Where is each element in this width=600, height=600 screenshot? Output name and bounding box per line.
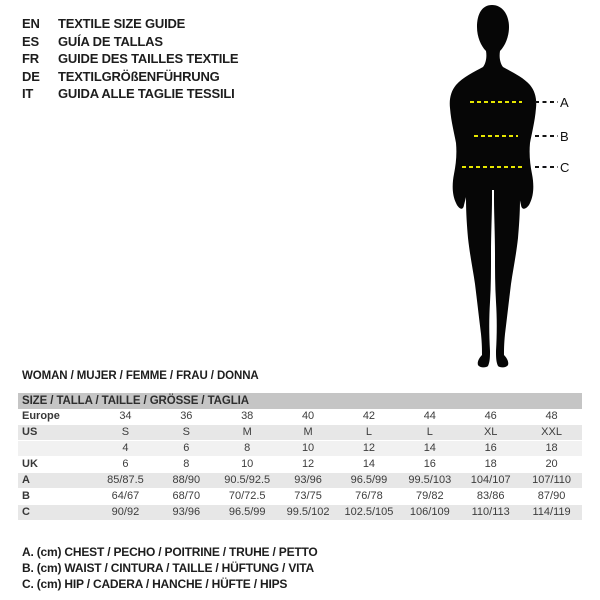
size-cell: 8 [183,458,190,470]
table-row [18,425,582,441]
size-cell: 68/70 [172,490,201,502]
size-cell: 20 [545,458,558,470]
table-row [18,441,582,457]
size-cell: 87/90 [537,490,566,502]
language-code: ES [22,33,39,49]
table-row [18,457,582,473]
size-cell: S [182,426,190,438]
size-cell: S [121,426,130,438]
size-cell: 40 [301,410,315,422]
row-label: UK [22,458,38,470]
size-cell: M [303,426,313,438]
size-cell: 16 [423,458,436,470]
size-cell: 102.5/105 [344,506,394,518]
language-title: TEXTILE SIZE GUIDE [58,16,186,32]
size-cell: 36 [180,410,193,422]
language-row [22,85,238,103]
size-cell: 93/96 [294,474,322,486]
size-cell: 18 [484,458,497,470]
size-cell: XXL [541,426,562,438]
language-row [22,15,238,33]
size-cell: 106/109 [409,506,450,518]
size-cell: L [365,426,372,438]
size-cell: 93/96 [172,506,201,518]
row-label: A [22,474,30,486]
size-cell: 48 [545,410,558,422]
measure-label-waist: B [560,129,569,144]
size-cell: 90/92 [111,506,140,518]
size-table [18,393,582,521]
measurement-legend [22,544,318,592]
language-row [22,50,238,68]
language-code: DE [22,68,40,84]
measure-label-chest: A [560,95,569,110]
size-cell: 4 [122,442,129,454]
language-title: GUIDA ALLE TAGLIE TESSILI [58,86,235,102]
size-cell: M [242,426,252,438]
size-cell: 64/67 [111,490,140,502]
legend-line: B. (cm) WAIST / CINTURA / TAILLE / HÜFTUNG / VITA [22,561,314,575]
size-cell: 14 [423,442,436,454]
size-cell: 10 [301,442,315,454]
size-cell: 99.5/102 [286,506,330,518]
size-cell: 6 [122,458,129,470]
woman-silhouette [450,5,537,367]
language-list [22,15,238,103]
row-label: B [22,490,30,502]
language-code: EN [22,16,40,32]
language-code: IT [22,86,34,102]
size-cell: 96.5/99 [350,474,388,486]
size-cell: 70/72.5 [228,490,266,502]
size-cell: 79/82 [416,490,444,502]
table-row [18,489,582,505]
table-row [18,409,582,425]
size-cell: 44 [423,410,436,422]
size-cell: 104/107 [470,474,511,486]
size-cell: 83/86 [476,490,505,502]
table-group-title: WOMAN / MUJER / FEMME / FRAU / DONNA [22,370,259,382]
size-cell: 42 [362,410,376,422]
size-cell: 16 [484,442,497,454]
size-cell: 34 [119,410,132,422]
table-row [18,473,582,489]
row-label [18,441,95,456]
language-title: GUIDE DES TAILLES TEXTILE [58,51,239,67]
size-cell: 76/78 [355,490,383,502]
size-cell: 6 [183,442,190,454]
language-title: TEXTILGRÖßENFÜHRUNG [58,68,220,84]
legend-line: A. (cm) CHEST / PECHO / POITRINE / TRUHE / PETTO [22,545,318,559]
size-table-body [18,409,582,521]
size-cell: 90.5/92.5 [224,474,271,486]
size-cell: 73/75 [294,490,322,502]
size-cell: L [426,426,433,438]
size-cell: 96.5/99 [228,506,266,518]
language-title: GUÍA DE TALLAS [58,33,163,49]
size-cell: 8 [244,442,251,454]
legend-line: C. (cm) HIP / CADERA / HANCHE / HÜFTE / HIPS [22,577,288,591]
size-cell: 88/90 [172,474,201,486]
row-label: C [22,506,30,518]
size-cell: 110/113 [471,506,510,518]
woman-silhouette-svg [418,4,568,372]
size-cell: 12 [301,458,315,470]
size-cell: 12 [362,442,376,454]
language-row [22,68,238,86]
row-label: Europe [22,410,60,422]
size-cell: 38 [241,410,254,422]
size-cell: 46 [484,410,497,422]
woman-silhouette-figure [418,4,568,372]
row-label: US [22,426,38,438]
size-cell: 18 [545,442,558,454]
size-cell: 85/87.5 [107,474,144,486]
language-row [22,33,238,51]
size-cell: 107/110 [532,474,572,486]
size-table-header: SIZE / TALLA / TAILLE / GRÖSSE / TAGLIA [18,393,582,409]
size-cell: 114/119 [532,506,571,518]
table-row [18,505,582,521]
measure-label-hip: C [560,160,570,175]
size-cell: XL [483,426,498,438]
size-cell: 10 [241,458,254,470]
size-cell: 99.5/103 [408,474,452,486]
size-cell: 14 [362,458,376,470]
language-code: FR [22,51,39,67]
